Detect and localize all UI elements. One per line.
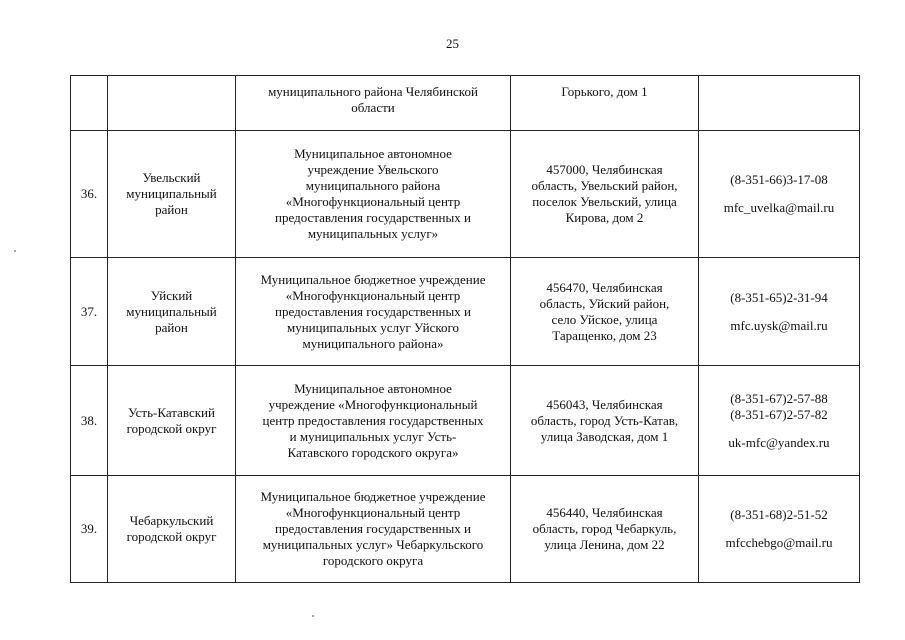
row-number: 39. — [71, 476, 108, 583]
mfc-name-line: Муниципальное бюджетное учреждение — [260, 489, 486, 504]
district-line: Увельский — [142, 170, 201, 185]
address-line: область, Уйский район, — [539, 295, 670, 311]
mfc-name-cell — [236, 476, 511, 583]
mfc-name-line: Муниципальное бюджетное учреждение — [260, 271, 486, 287]
mfc-name-line: области — [351, 100, 395, 115]
address-line: Горького, дом 1 — [561, 84, 648, 99]
mfc-name-line: «Многофункциональный центр — [285, 505, 461, 520]
district-cell — [108, 258, 236, 366]
mfc-name-line: предоставления государственных и — [275, 303, 471, 319]
scan-speck — [312, 615, 314, 617]
mfc-name-line: городского округа — [322, 553, 424, 568]
email-address[interactable]: mfcchebgo@mail.ru — [725, 535, 833, 550]
district-cell — [108, 76, 236, 131]
phone-number: (8-351-68)2-51-52 — [730, 507, 828, 522]
phone-number: (8-351-67)2-57-82 — [730, 406, 828, 422]
address-line: 456470, Челябинская — [546, 279, 663, 295]
contacts-cell — [699, 366, 860, 476]
address-cell — [511, 258, 699, 366]
address-cell — [511, 476, 699, 583]
address-line: улица Заводская, дом 1 — [540, 428, 669, 444]
mfc-name-line: «Многофункциональный центр — [285, 287, 461, 303]
district-line: муниципальный — [126, 186, 217, 201]
mfc-name-line: предоставления государственных и — [275, 210, 471, 225]
mfc-name-line: Муниципальное автономное — [294, 380, 452, 396]
district-cell — [108, 131, 236, 258]
mfc-name-cell — [236, 258, 511, 366]
mfc-name-cell — [236, 366, 511, 476]
row-number: 37. — [71, 258, 108, 366]
email-address[interactable]: mfc.uysk@mail.ru — [730, 317, 828, 333]
table-row-continuation — [71, 76, 860, 131]
table-row — [71, 131, 860, 258]
table-row — [71, 476, 860, 583]
address-line: улица Ленина, дом 22 — [544, 537, 665, 552]
mfc-name-line: «Многофункциональный центр — [285, 194, 461, 209]
district-line: Уйский — [150, 287, 193, 303]
address-line: 456440, Челябинская — [546, 505, 663, 520]
address-cell — [511, 366, 699, 476]
address-cell — [511, 131, 699, 258]
mfc-name-line: муниципального района» — [302, 335, 444, 351]
address-cell — [511, 76, 699, 131]
district-line: муниципальный — [126, 303, 217, 319]
mfc-name-line: муниципальных услуг» Чебаркульского — [262, 537, 484, 552]
contacts-cell — [699, 131, 860, 258]
mfc-name-line: муниципального района — [305, 178, 441, 193]
scan-speck — [14, 250, 16, 252]
mfc-name-cell — [236, 76, 511, 131]
address-line: область, город Усть-Катав, — [530, 412, 679, 428]
district-line: район — [155, 319, 188, 335]
contacts-cell — [699, 476, 860, 583]
address-line: 457000, Челябинская — [546, 162, 663, 177]
mfc-name-line: Муниципальное автономное — [294, 146, 452, 161]
mfc-name-line: центр предоставления государственных — [262, 412, 484, 428]
district-cell — [108, 366, 236, 476]
mfc-name-line: муниципальных услуг» — [307, 226, 439, 241]
district-line: Усть-Катавский — [128, 404, 215, 420]
phone-number: (8-351-66)3-17-08 — [730, 172, 828, 187]
address-line: село Уйское, улица — [551, 311, 658, 327]
mfc-name-line: учреждение «Многофункциональный — [268, 396, 478, 412]
mfc-name-line: и муниципальных услуг Усть- — [289, 428, 457, 444]
mfc-name-line: муниципальных услуг Уйского — [286, 319, 460, 335]
address-line: Таращенко, дом 23 — [552, 327, 657, 343]
phone-number: (8-351-67)2-57-88 — [730, 390, 828, 406]
mfc-name-cell — [236, 131, 511, 258]
email-address[interactable]: mfc_uvelka@mail.ru — [723, 200, 835, 215]
table-row — [71, 366, 860, 476]
address-line: область, Увельский район, — [531, 178, 678, 193]
email-address[interactable]: uk-mfc@yandex.ru — [728, 434, 830, 450]
district-line: Чебаркульский — [129, 513, 214, 528]
number-cell — [71, 76, 108, 131]
district-line: район — [155, 202, 188, 217]
district-cell — [108, 476, 236, 583]
address-line: 456043, Челябинская — [546, 396, 663, 412]
row-number: 36. — [71, 131, 108, 258]
district-line: городской округ — [126, 529, 217, 544]
mfc-table — [70, 75, 860, 583]
phone-number: (8-351-65)2-31-94 — [730, 289, 828, 305]
table-row — [71, 258, 860, 366]
mfc-name-line: учреждение Увельского — [307, 162, 439, 177]
page-number: 25 — [446, 36, 459, 51]
contacts-cell — [699, 258, 860, 366]
address-line: область, город Чебаркуль, — [532, 521, 677, 536]
district-line: городской округ — [126, 420, 217, 436]
address-line: поселок Увельский, улица — [532, 194, 677, 209]
address-line: Кирова, дом 2 — [565, 210, 644, 225]
mfc-name-line: Катавского городского округа» — [287, 444, 459, 460]
mfc-name-line: муниципального района Челябинской — [268, 84, 478, 99]
row-number: 38. — [71, 366, 108, 476]
mfc-name-line: предоставления государственных и — [275, 521, 471, 536]
contacts-cell — [699, 76, 860, 131]
